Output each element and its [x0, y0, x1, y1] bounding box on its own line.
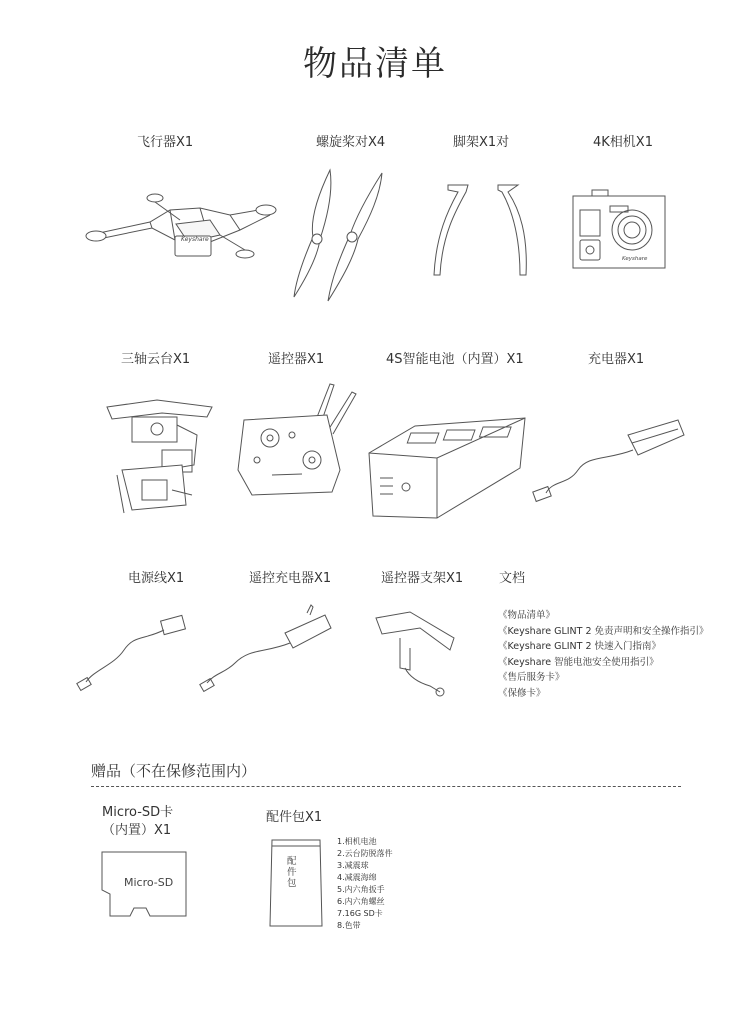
accessory-item: 5.内六角扳手 [337, 885, 385, 894]
section-divider [91, 786, 681, 787]
drone-brand-text: Keyshare [181, 236, 209, 243]
page-title: 物品清单 [303, 44, 447, 84]
item-label-remote-charger: 遥控充电器X1 [249, 571, 332, 586]
item-label-camera: 4K相机X1 [593, 135, 653, 150]
document-item: 《Keyshare 智能电池安全使用指引》 [498, 656, 659, 668]
sd-card-icon [98, 850, 190, 920]
sd-card-title [102, 804, 173, 840]
accessory-item: 2.云台防脱落件 [337, 849, 393, 858]
item-label-propellers: 螺旋桨对X4 [316, 135, 386, 150]
item-label-power-cable: 电源线X1 [128, 571, 185, 586]
accessory-item: 6.内六角螺丝 [337, 897, 385, 906]
camera-icon [570, 186, 670, 272]
charger-icon [528, 415, 688, 510]
sd-card-title-line2: （内置）X1 [102, 823, 172, 838]
item-label-remote-holder: 遥控器支架X1 [381, 571, 464, 586]
gifts-heading: 赠品（不在保修范围内） [91, 762, 257, 780]
accessory-bag-text: 配件包 [287, 856, 297, 889]
sd-card-text: Micro-SD [124, 876, 174, 889]
document-item: 《Keyshare GLINT 2 快速入门指南》 [498, 641, 662, 652]
accessory-item: 1.相机电池 [337, 837, 377, 846]
accessory-item: 7.16G SD卡 [337, 909, 383, 918]
sd-card-title-line1: Micro-SD卡 [102, 805, 174, 820]
item-label-gimbal: 三轴云台X1 [121, 352, 191, 367]
propeller-icon [288, 165, 393, 305]
remote-holder-icon [370, 608, 460, 703]
item-label-drone: 飞行器X1 [137, 135, 194, 150]
accessory-contents-list [337, 836, 393, 932]
item-label-charger: 充电器X1 [588, 352, 645, 367]
accessory-item: 3.减震球 [337, 861, 369, 870]
item-label-landing-gear: 脚架X1对 [453, 135, 510, 150]
item-label-remote: 遥控器X1 [268, 352, 325, 367]
accessory-pack-title: 配件包X1 [266, 810, 323, 825]
remote-controller-icon [232, 380, 362, 500]
document-item: 《售后服务卡》 [498, 672, 565, 683]
drone-icon [80, 180, 285, 270]
accessory-item: 8.色带 [337, 921, 361, 930]
document-item: 《Keyshare GLINT 2 免责声明和安全操作指引》 [498, 625, 709, 637]
remote-charger-icon [195, 603, 335, 693]
gimbal-icon [102, 395, 222, 520]
accessory-bag-icon [266, 838, 326, 930]
document-item: 《物品清单》 [498, 610, 556, 621]
documents-list [498, 608, 709, 701]
battery-icon [365, 408, 527, 528]
power-cable-icon [74, 610, 194, 695]
item-label-battery: 4S智能电池（内置）X1 [386, 352, 524, 367]
camera-brand-text: Keyshare [622, 256, 648, 262]
document-item: 《保修卡》 [498, 687, 546, 699]
landing-gear-icon [428, 180, 538, 280]
accessory-item: 4.减震海绵 [337, 873, 377, 882]
item-label-documents: 文档 [499, 571, 526, 586]
